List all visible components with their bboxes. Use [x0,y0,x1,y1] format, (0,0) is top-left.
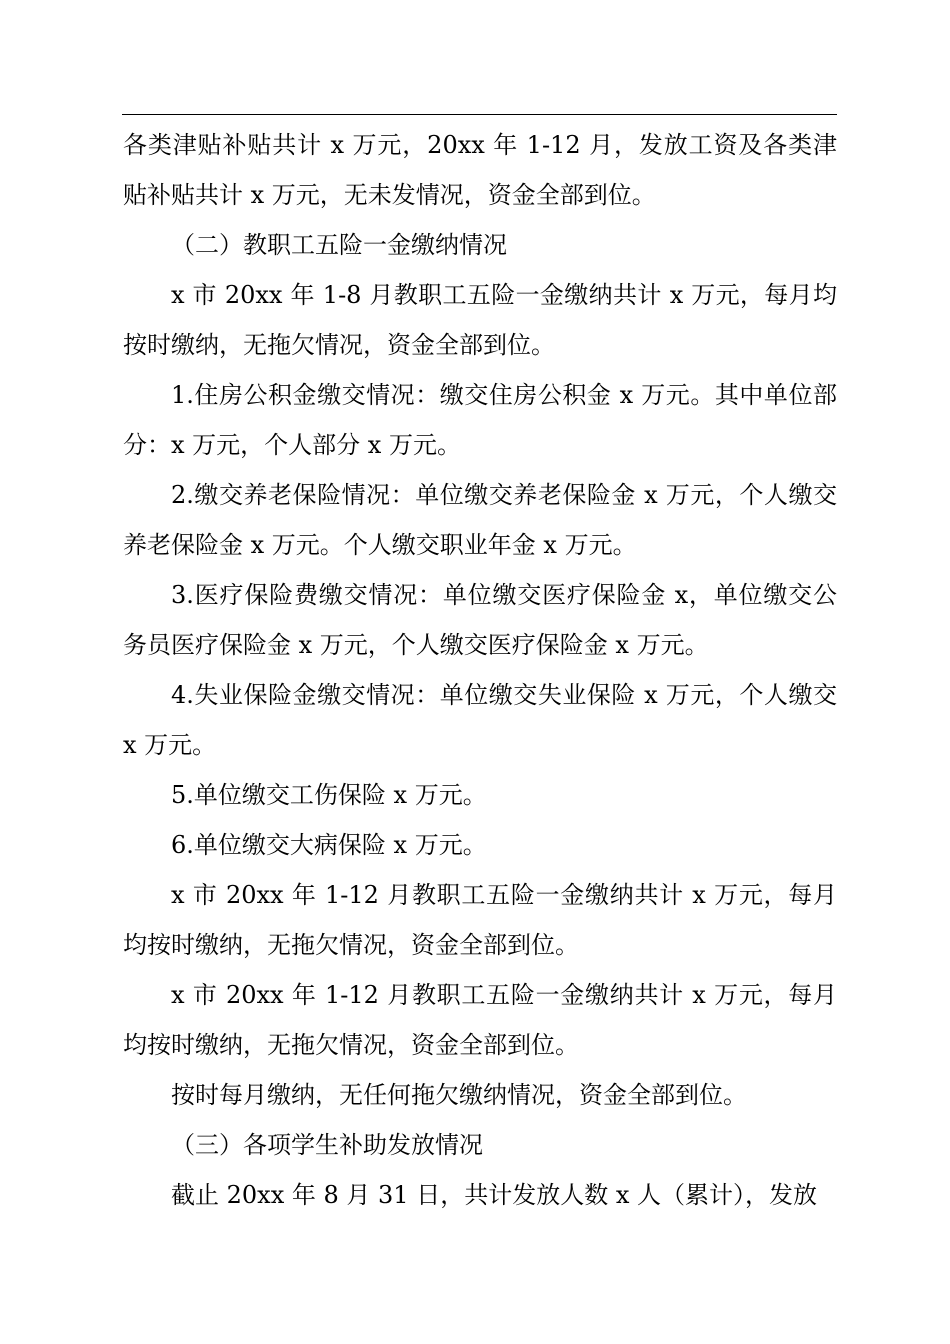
header-rule [122,114,837,115]
paragraph-monthly-payment: 按时每月缴纳，无任何拖欠缴纳情况，资金全部到位。 [171,1081,747,1109]
list-item-housing-fund: 1.住房公积金缴交情况：缴交住房公积金 x 万元。其中单位部分：x 万元，个人部分 x 万元。 [123,381,837,459]
paragraph-allowance-summary: 各类津贴补贴共计 x 万元，20xx 年 1-12 月，发放工资及各类津贴补贴共计 x 万元，无未发情况，资金全部到位。 [123,131,837,209]
list-item-work-injury: 5.单位缴交工伤保险 x 万元。 [171,781,487,809]
section-heading-student-aid: （三）各项学生补助发放情况 [171,1131,483,1159]
section-heading-insurance: （二）教职工五险一金缴纳情况 [171,231,507,259]
paragraph-student-aid: 截止 20xx 年 8 月 31 日，共计发放人数 x 人（累计），发放 [171,1181,817,1209]
list-item-pension: 2.缴交养老保险情况：单位缴交养老保险金 x 万元，个人缴交养老保险金 x 万元。个人缴交职业年金 x 万元。 [123,481,837,559]
list-item-serious-illness: 6.单位缴交大病保险 x 万元。 [171,831,487,859]
paragraph-insurance-jan-aug: x 市 20xx 年 1-8 月教职工五险一金缴纳共计 x 万元，每月均按时缴纳，无拖欠情况，资金全部到位。 [123,281,837,359]
list-item-medical: 3.医疗保险费缴交情况：单位缴交医疗保险金 x，单位缴交公务员医疗保险金 x 万元，个人缴交医疗保险金 x 万元。 [123,581,837,659]
document-body [123,120,837,1220]
paragraph-insurance-jan-dec-1: x 市 20xx 年 1-12 月教职工五险一金缴纳共计 x 万元，每月均按时缴纳，无拖欠情况，资金全部到位。 [123,881,837,959]
paragraph-insurance-jan-dec-2: x 市 20xx 年 1-12 月教职工五险一金缴纳共计 x 万元，每月均按时缴纳，无拖欠情况，资金全部到位。 [123,981,837,1059]
list-item-unemployment: 4.失业保险金缴交情况：单位缴交失业保险 x 万元，个人缴交 x 万元。 [123,681,837,759]
